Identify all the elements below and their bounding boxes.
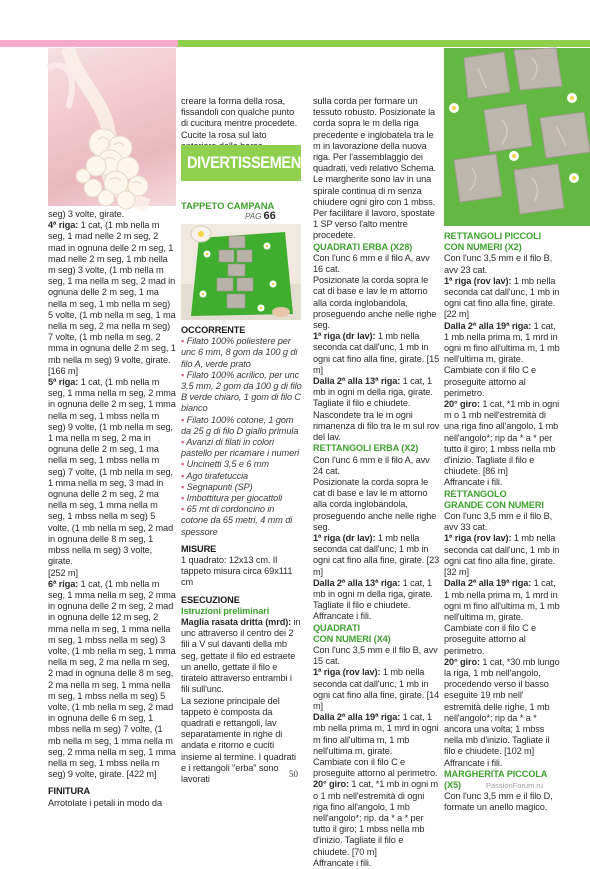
- text-line: Con l'unc 3,5 mm e il filo B, avv 33 cat.: [444, 511, 553, 533]
- text-line: seg) 3 volte, girate.: [48, 209, 125, 219]
- column-2: [181, 96, 302, 152]
- top-header: [0, 0, 590, 48]
- green-color-bar: [178, 40, 590, 47]
- round-instructions: 20° giro: 1 cat, *1 mb in ogni m o 1 mb nell'estremità di una riga fino all'angolo, 1 mb nell'angolo*; rip da * a * per tutto il giro; 1 mbss nella mb d'inizio. Tagliate il filo e chiudete. [86 m]: [444, 399, 560, 477]
- list-item: ▪ 65 mt di cordoncino in cotone da 65 metri, 4 mm di spessore: [181, 504, 293, 537]
- text-line: Cambiate con il filo C e proseguite attorno al perimetro.: [444, 365, 537, 398]
- row-5-instructions: 5ª riga: 1 cat, (1 mb nella m seg, 1 mma nella m seg, 2 mma in ognuna delle 2 m seg, 1 mma nella m seg, 1 mbss nella m seg) 9 volte, (1 mb nella m seg, 1 ma nella m seg, 2 ma in ognuna delle 2 m seg, 1 ma nella m seg, 1 mbss nella m seg) 7 volte, (1 mb nella m seg, 1 mma nella m seg, 3 mad in ognuna delle 2 m seg, 2 ma nella m seg, 1 mma nella m seg, 1 mbss nella m seg) 5 volte, (1 mb nella m seg, 2 mad in ognuna delle 8 m seg, 1 mbss nella m seg) 3 volte, girate.: [48, 377, 176, 567]
- list-item: ▪ Filato 100% acrilico, per unc 3,5 mm, 2 gom da 100 g di filo B verde chiaro, 1 gom di filo C bianco: [181, 369, 302, 414]
- text-line: Posizionate la corda sopra le cat di base e lav le m attorno alla corda inglobandola, proseguendo anche nelle righe seg.: [313, 476, 437, 532]
- row-instructions: Dalla 2ª alla 13ª riga: 1 cat, 1 mb in ogni m della riga, girate. Tagliate il filo e chiudete. Nascondete tra le m ogni rimanenza di filo tra le m sul rov del lav.: [313, 376, 440, 443]
- text-line: Con l'unc 3,5 mm e il filo D, formate un anello magico.: [444, 791, 553, 813]
- istruzioni-heading: Istruzioni preliminari: [181, 605, 270, 616]
- rettangoli-erba-heading: RETTANGOLI ERBA (X2): [313, 443, 419, 454]
- finitura-heading: FINITURA: [48, 786, 91, 797]
- row-instructions: 1ª riga (rov lav): 1 mb nella seconda cat dall'unc, 1 mb in ogni cat fino alla fine, girate. [32 m]: [444, 533, 560, 578]
- finitura-text: Arrotolate i petali in modo da: [48, 797, 162, 808]
- text-line: Con l'unc 3,5 mm e il filo B, avv 15 cat.: [313, 644, 438, 667]
- misure-heading: MISURE: [181, 543, 217, 554]
- list-item: ▪ Filato 100% poliestere per unc 6 mm, 8 gom da 100 g di filo A, verde prato: [181, 336, 298, 369]
- text-line: Posizionate la corda sopra le cat di base e lav le m attorno alla corda inglobandola, proseguendo anche nelle righe seg.: [313, 275, 437, 331]
- divertissement-banner: [181, 145, 310, 181]
- row-instructions: Dalla 2ª alla 19ª riga: 1 cat, 1 mb nella prima m, 1 mrd in ogni m fino all'ultima m, 1 mb nell'ultima m, girate.: [444, 320, 560, 365]
- row-instructions: Dalla 2ª alla 13ª riga: 1 cat, 1 mb in ogni m della riga, girate. Tagliate il filo e chiudete. Affrancate i fili.: [313, 577, 433, 622]
- maglia-rasata-text: Maglia rasata dritta (mrd): in unc attraverso il centro dei 2 fili a V sul davanti della mb seg, gettate il filo ed estraete un anello, gettate il filo e tiratelo attraverso entrambi i fili sull'unc.: [181, 617, 301, 695]
- row-4-instructions: 4ª riga: 1 cat, (1 mb nella m seg, 1 mad nelle 2 m seg, 2 mad in ognuna delle 2 m seg, 1 mad nelle 2 m seg, 1 mb nella m seg) 3 volte, (1 mb nella m seg, 1 ma nella m seg, 2 mad in ognuna delle 2 m seg, 1 ma nella m seg, 1 mb nella m seg) 5 volte, (1 mb nella m seg, 1 ma nella m seg, 2 ma nella m seg) 7 volte, (1 mb nella m seg, 2 mma in ognuna delle 2 m seg, 1 mb nella m seg) 9 volte, girate.: [48, 220, 176, 365]
- page-number: 50: [289, 769, 298, 779]
- text-line: Cambiate con il filo C e proseguite attorno al perimetro.: [444, 623, 537, 656]
- column-4: [444, 231, 560, 814]
- text-line: Affrancate i fili.: [444, 757, 503, 768]
- text-line: Con l'unc 3,5 mm e il filo B, avv 23 cat.: [444, 253, 553, 275]
- sezione-text: La sezione principale del tappeto è composta da quadrati e rettangoli, lav separatamente in righe di andata e ritorno e cuciti insieme al termine. I quadrati e i rettangoli "erba" sono lavorati: [181, 695, 296, 784]
- rettangoli-piccoli-heading: RETTANGOLI PICCOLI CON NUMERI (X2): [444, 231, 542, 253]
- corda-text: sulla corda per formare un tessuto robusto. Posizionate la corda sopra le m della riga precedente e inglobatela tra le m in lavorazione della nuova riga. Per l'assemblaggio dei quadrati, vedi relativo Schema.: [313, 96, 437, 174]
- row-6-instructions: 6ª riga: 1 cat, (1 mb nella m seg, 1 mma nella m seg, 2 mma in ognuna delle 2 m seg, 2 mad in ognuna delle 12 m seg, 2 mma nella m seg, 1 mma nella m seg, 1 mbss nella m seg) 3 volte, (1 mb nella m seg, 1 mma nella m seg, 2 ma nella m seg, 2 mad in ognuna delle 8 m seg, 2 ma nella m seg, 1 mma nella m seg, 1 mbss nella m seg) 5 volte, (1 mb nella m seg, 2 mad in ognuna delle 6 m seg, 1 mbss nella m seg) 7 volte, (1 mb nella m seg, 1 mma nella m seg, 2 mma nella m seg, 1 mma nella m seg, 1 mbss nella m seg) 9 volte, girate. [422 m]: [48, 578, 176, 780]
- margherite-text: Le margherite sono lav in una spirale continua di m senza chiudere ogni giro con 1 mbss. Per facilitare il lavoro, spostate 1 SP verso l'alto mentre procedete.: [313, 174, 436, 241]
- row-instructions: 1ª riga (dr lav): 1 mb nella seconda cat dall'unc, 1 mb in ogni cat fino alla fine, girate. [23 m]: [313, 532, 440, 577]
- round-instructions: 20° giro: 1 cat, *1 mb in ogni m o 1 mb nell'estremità di ogni riga fino all'angolo, 1 mb nell'angolo*; rip. da * a * per tutto il giro; 1 mbss nella mb d'inizio. Tagliate il filo e chiudete. [70 m]: [313, 779, 439, 857]
- row-instructions: 1ª riga (rov lav): 1 mb nella seconda cat dall'unc, 1 mb in ogni cat fino alla fine, girate. [14 m]: [313, 667, 440, 711]
- column-2-materials: [181, 325, 302, 785]
- row-4-count: [166 m]: [48, 365, 78, 376]
- row-5-count: [252 m]: [48, 567, 78, 578]
- list-item: ▪ Segnapunti (SP): [181, 481, 253, 492]
- pink-color-bar: [0, 40, 178, 47]
- row-instructions: 1ª riga (rov lav): 1 mb nella seconda cat dall'unc, 1 mb in ogni cat fino alla fine, girate. [22 m]: [444, 275, 560, 320]
- text-line: Affrancate i fili.: [313, 857, 372, 868]
- hopscotch-rug-photo: [181, 224, 301, 320]
- round-instructions: 20° giro: 1 cat, *30 mb lungo la riga, 1 mb nell'angolo, procedendo verso il basso eseguite 19 mb nell' estremità delle righe, 1 mb nell'angolo*; rip da * a * ancora una volta; 1 mbss nella mb d'inizio. Tagliate il filo e chiudete. [102 m]: [444, 656, 560, 757]
- list-item: ▪ Ago tirafetuccia: [181, 470, 249, 481]
- column-1: [48, 209, 176, 809]
- row-instructions: 1ª riga (dr lav): 1 mb nella seconda cat dall'unc, 1 mb in ogni cat fino alla fine, girate. [15 m]: [313, 331, 440, 375]
- text-line: Affrancate i fili.: [444, 477, 503, 488]
- text-line: Con l'unc 6 mm e il filo A, avv 16 cat.: [313, 252, 430, 275]
- rose-bag-photo: [48, 48, 176, 206]
- materials-list: [181, 336, 302, 538]
- esecuzione-heading: ESECUZIONE: [181, 594, 240, 605]
- margherita-piccola-heading: MARGHERITA PICCOLA (X5): [444, 768, 547, 790]
- list-item: ▪ Uncinetti 3,5 e 6 mm: [181, 459, 269, 470]
- page-reference: PAG 66: [245, 210, 276, 222]
- misure-text: 1 quadrato: 12x13 cm. Il tappeto misura circa 69x111 cm: [181, 555, 293, 588]
- list-item: ▪ Avanzi di filati in colori pastello per ricamare i numeri: [181, 437, 300, 459]
- banner-title: DIVERTISSEMENT: [187, 153, 310, 172]
- rose-finishing-text: creare la forma della rosa, fissandoli con qualche punto di cucitura mentre procedete. Cucite la rosa sul lato: [181, 96, 298, 140]
- row-instructions: Dalla 2ª alla 19ª riga: 1 cat, 1 mb nella prima m, 1 mrd in ogni m fino all'ultima m, 1 mb nell'ultima m, girate.: [444, 578, 560, 622]
- rettangolo-grande-heading: RETTANGOLO GRANDE CON NUMERI: [444, 488, 544, 510]
- project-title: TAPPETO CAMPANA: [181, 200, 275, 211]
- text-line: Cambiate con il filo C e proseguite attorno al perimetro.: [313, 756, 438, 779]
- quadrati-erba-heading: QUADRATI ERBA (X28): [313, 241, 413, 252]
- text-line: Con l'unc 6 mm e il filo A, avv 24 cat.: [313, 454, 430, 476]
- occorrente-heading: OCCORRENTE: [181, 325, 246, 335]
- list-item: ▪ Imbottitura per giocattoli: [181, 493, 283, 504]
- list-item: ▪ Filato 100% cotone, 1 gom da 25 g di filo D giallo primula: [181, 414, 299, 436]
- watermark: PassionForum.ru: [486, 781, 544, 790]
- rug-detail-photo: [444, 48, 590, 226]
- column-3: [313, 96, 441, 869]
- row-instructions: Dalla 2ª alla 19ª riga: 1 cat, 1 mb nella prima m, 1 mrd in ogni m fino all'ultima m, 1 mb nell'ultima m, girate.: [313, 712, 439, 756]
- quadrati-numeri-heading: QUADRATI CON NUMERI (X4): [313, 622, 391, 644]
